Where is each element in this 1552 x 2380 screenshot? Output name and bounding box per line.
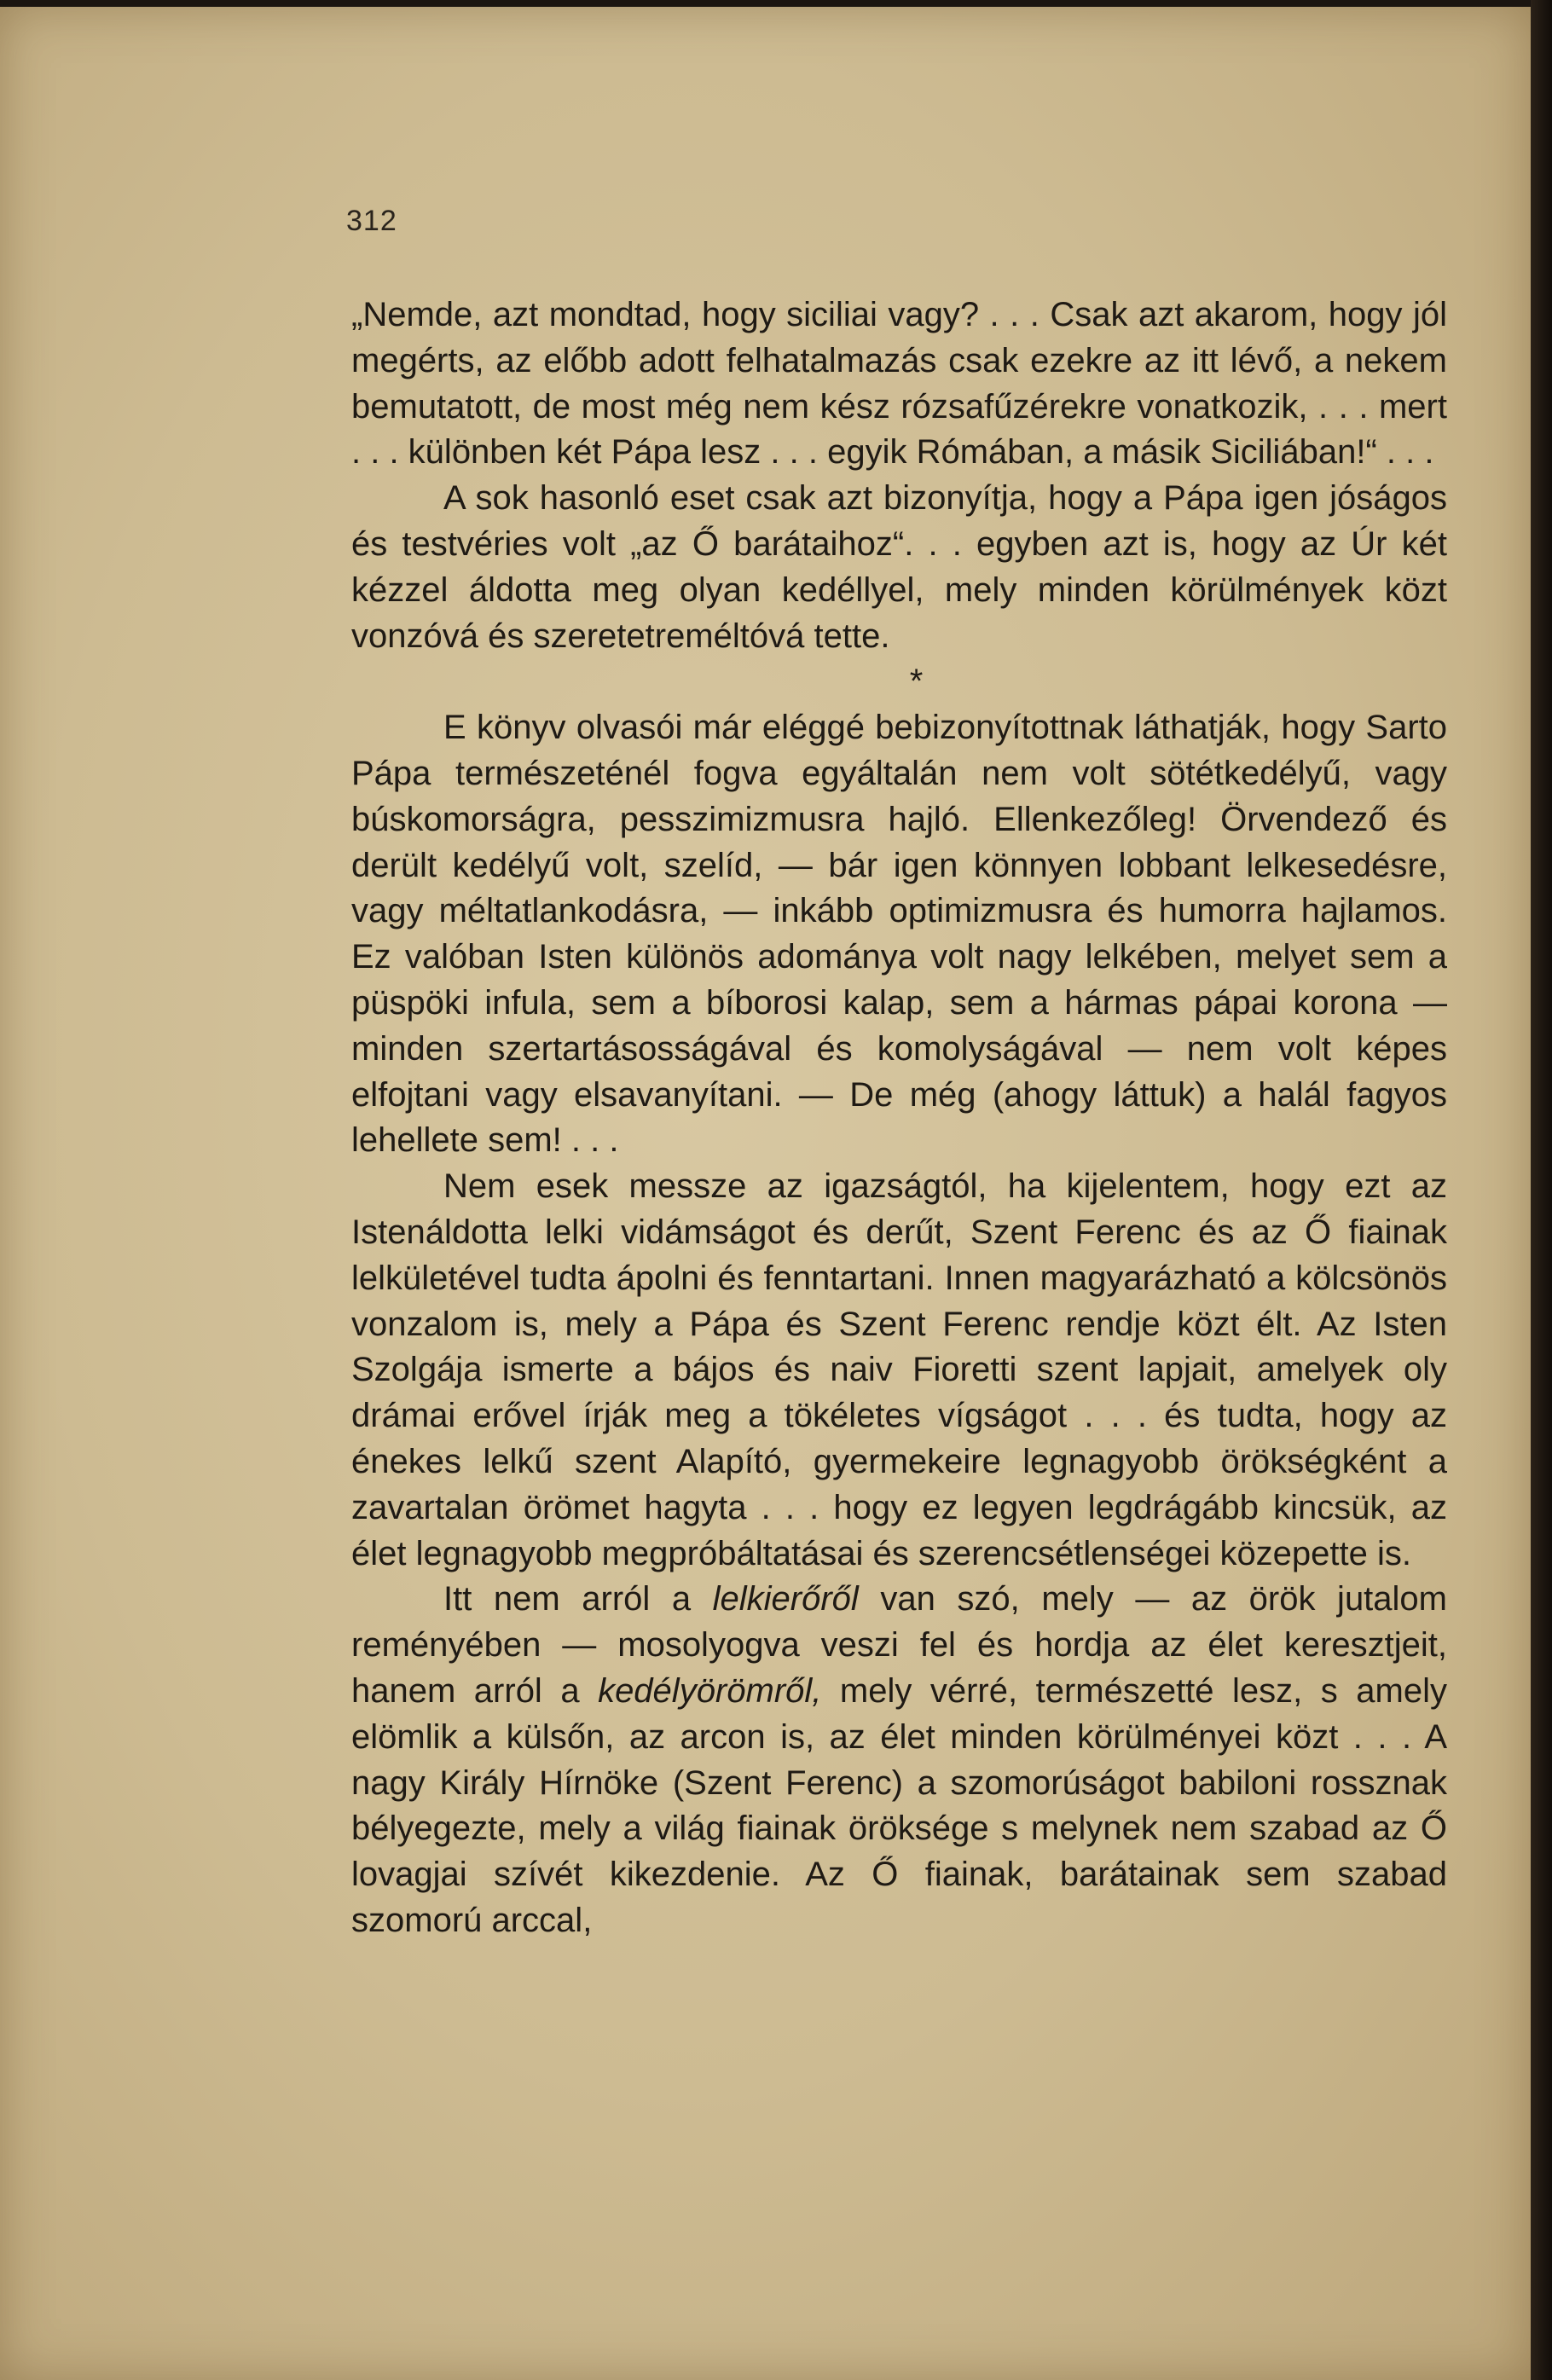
paragraph-text: Itt nem arról a [443,1580,713,1619]
paragraph: Nem esek messze az igazságtól, ha kijelentem, hogy ezt az Istenáldotta lelki vidámságot és derűt, Szent Ferenc és az Ő fiainak lelkületével tudta ápolni és fenntartani. Innen magyarázható a kölcsönös vonzalom is, mely a Pápa és Szent Ferenc rendje közt élt. Az Isten Szolgája ismerte a bájos és naiv Fioretti szent lapjait, amelyek oly drámai erővel írják meg a tökéletes vígságot . . . és tudta, hogy az énekes lelkű szent Alapító, gyermekeire legnagyobb örökségként a zavartalan örömet hagyta . . . hogy ez legyen legdrágább kincsük, az élet legnagyobb megpróbáltatásai és szerencsétlenségei közepette is. [351,1167,1447,1572]
section-separator: * [909,663,924,701]
paragraph: A sok hasonló eset csak azt bizonyítja, hogy a Pápa igen jóságos és testvéries volt „az Ő barátaihoz“. . . egyben azt is, hogy az Úr két kézzel áldotta meg olyan kedéllyel, mely minden körülmények közt vonzóvá és szeretetreméltóvá tette. [351,479,1447,655]
body-text [351,292,1447,1944]
book-page [0,7,1531,2380]
italic-term: lelkierőről [712,1580,859,1619]
paragraph [351,1577,1447,1943]
paragraph-text: van szó, mely — az örök jutalom reményében — mosolyogva veszi fel és hordja az élet keresztjeit, hanem arról a [351,1580,1447,1710]
paragraph: „Nemde, azt mondtad, hogy siciliai vagy? . . . Csak azt akarom, hogy jól megérts, az előbb adott felhatalmazás csak ezekre az itt lévő, a nekem bemutatott, de most még nem kész rózsafűzérekre vonatkozik, . . . mert . . . különben két Pápa lesz . . . egyik Rómában, a másik Siciliában!“ . . . [351,296,1447,472]
page-number: 312 [346,205,397,237]
book-edge [1531,0,1552,2380]
paragraph: E könyv olvasói már eléggé bebizonyítottnak láthatják, hogy Sarto Pápa természeténél fogva egyáltalán nem volt sötétkedélyű, vagy búskomorságra, pesszimizmusra hajló. Ellenkezőleg! Örvendező és derült kedélyű volt, szelíd, — bár igen könnyen lobbant lelkesedésre, vagy méltatlankodásra, — inkább optimizmusra és humorra hajlamos. Ez valóban Isten különös adománya volt nagy lelkében, melyet sem a püspöki infula, sem a bíborosi kalap, sem a hármas pápai korona — minden szertartásosságával és komolyságával — nem volt képes elfojtani vagy elsavanyítani. — De még (ahogy láttuk) a halál fagyos lehellete sem! . . . [351,709,1447,1160]
paragraph-text: mely vérré, természetté lesz, s amely elömlik a külsőn, az arcon is, az élet minden körülményei közt . . . A nagy Király Hírnöke (Szent Ferenc) a szomorúságot babiloni rossznak bélyegezte, mely a világ fiainak öröksége s melynek nem szabad az Ő lovagjai szívét kikezdenie. Az Ő fiainak, barátainak sem szabad szomorú arccal, [351,1671,1447,1939]
italic-term: kedélyörömről, [598,1671,822,1710]
